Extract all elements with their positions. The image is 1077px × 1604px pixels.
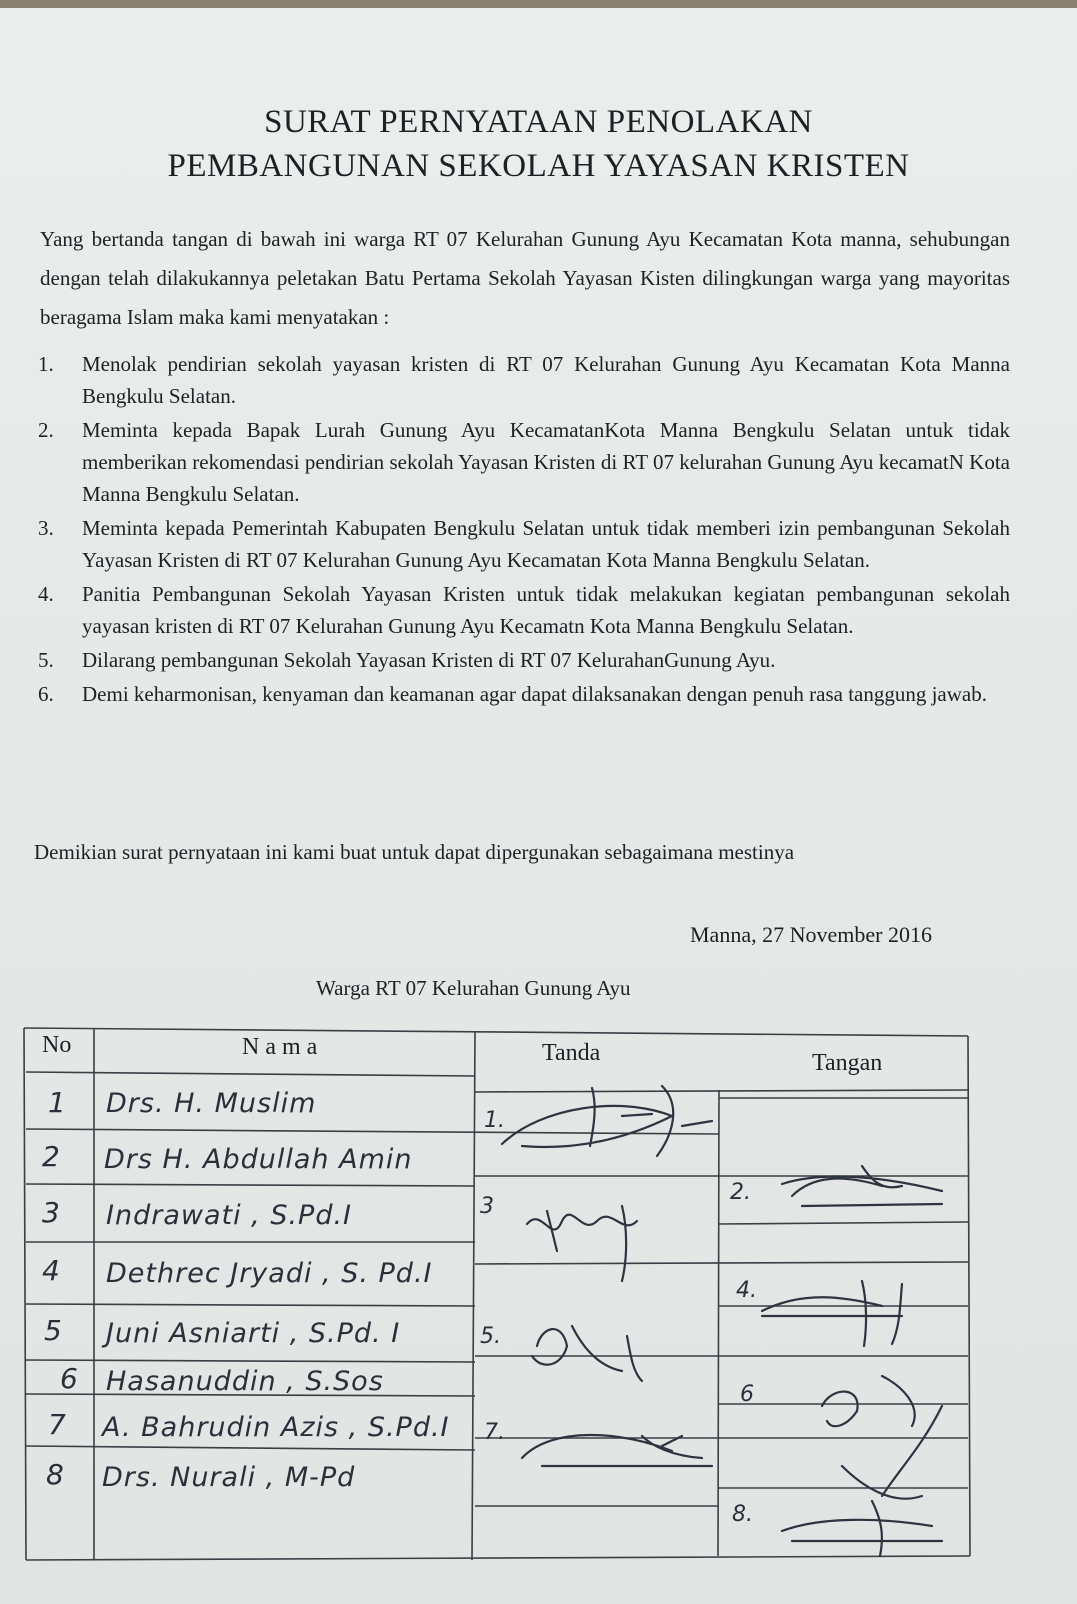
statement-number: 1. (38, 352, 54, 376)
closing-sentence: Demikian surat pernyataan ini kami buat untuk dapat dipergunakan sebagaimana mestinya (34, 840, 795, 864)
signature-mark (762, 1281, 902, 1346)
signature-table (22, 1026, 992, 1562)
document-title-line-1: SURAT PERNYATAAN PENOLAKAN (264, 104, 813, 140)
signatures-layer (22, 1026, 992, 1562)
statement-text: Demi keharmonisan, kenyaman dan keamanan agar dapat dilaksanakan dengan penuh rasa tanggung jawab. (82, 682, 987, 706)
statement-item (38, 678, 1010, 710)
statement-number: 4. (38, 582, 54, 606)
row-name: Dethrec Jryadi , S. Pd.I (106, 1258, 433, 1289)
statement-text: Menolak pendirian sekolah yayasan kristen di RT 07 Kelurahan Gunung Ayu Kecamatan Kota Manna Bengkulu Selatan. (82, 352, 1010, 408)
signature-mark (532, 1326, 642, 1381)
row-name: Indrawati , S.Pd.I (106, 1200, 353, 1231)
signature-number: 7. (484, 1420, 505, 1445)
signature-number: 8. (732, 1502, 753, 1527)
signature-mark (782, 1166, 942, 1206)
signature-number: 6 (740, 1382, 754, 1407)
statement-list (38, 348, 1010, 712)
row-number: 5 (44, 1314, 62, 1347)
statement-item (38, 414, 1010, 510)
header-name: N a m a (242, 1034, 318, 1060)
statement-text: Meminta kepada Pemerintah Kabupaten Bengkulu Selatan untuk tidak memberi izin pembangunan Sekolah Yayasan Kristen di RT 07 Kelurahan Gunung Ayu Kecamatan Kota Manna Bengkulu Selatan. (82, 516, 1010, 572)
statement-text: Meminta kepada Bapak Lurah Gunung Ayu KecamatanKota Manna Bengkulu Selatan untuk tidak memberikan rekomendasi pendirian sekolah Yayasan Kristen di RT 07 kelurahan Gunung Ayu kecamatN Kota Manna Bengkulu Selatan. (82, 418, 1010, 506)
signature-number: 4. (736, 1278, 757, 1303)
header-tanda: Tanda (542, 1040, 601, 1066)
place-date: Manna, 27 November 2016 (690, 922, 932, 947)
header-tangan: Tangan (812, 1050, 883, 1076)
statement-item (38, 348, 1010, 412)
statement-item (38, 578, 1010, 642)
signature-mark (782, 1466, 942, 1556)
statement-number: 3. (38, 516, 54, 540)
signature-number: 3 (480, 1194, 494, 1219)
row-name: Juni Asniarti , S.Pd. I (106, 1318, 401, 1349)
signature-mark (527, 1206, 637, 1281)
statement-item (38, 512, 1010, 576)
row-number: 1 (48, 1086, 66, 1119)
row-name: Drs H. Abdullah Amin (104, 1144, 413, 1175)
signature-mark (522, 1435, 712, 1466)
signature-mark (822, 1376, 942, 1496)
row-number: 3 (42, 1196, 60, 1229)
statement-number: 5. (38, 648, 54, 672)
row-name: Hasanuddin , S.Sos (106, 1366, 384, 1397)
intro-paragraph: Yang bertanda tangan di bawah ini warga RT 07 Kelurahan Gunung Ayu Kecamatan Kota manna, sehubungan dengan telah dilakukannya peletakan Batu Pertama Sekolah Yayasan Kisten dilingkungan warga yang mayoritas beragama Islam maka kami menyatakan : (40, 227, 1010, 329)
signature-mark (502, 1086, 712, 1156)
signatories-heading: Warga RT 07 Kelurahan Gunung Ayu (316, 976, 631, 1000)
row-name: A. Bahrudin Azis , S.Pd.I (102, 1412, 450, 1443)
document-title-line-2: PEMBANGUNAN SEKOLAH YAYASAN KRISTEN (167, 148, 910, 184)
header-no: No (42, 1032, 72, 1058)
row-name: Drs. H. Muslim (106, 1088, 317, 1119)
row-number: 4 (42, 1254, 60, 1287)
statement-number: 2. (38, 418, 54, 442)
row-number: 6 (60, 1362, 78, 1395)
signature-number: 2. (730, 1180, 751, 1205)
statement-number: 6. (38, 682, 54, 706)
statement-text: Dilarang pembangunan Sekolah Yayasan Kristen di RT 07 KelurahanGunung Ayu. (82, 648, 776, 672)
signature-number: 5. (480, 1324, 501, 1349)
row-name: Drs. Nurali , M-Pd (102, 1462, 356, 1493)
statement-item (38, 644, 1010, 676)
document-page (0, 8, 1077, 1604)
row-number: 7 (48, 1408, 66, 1441)
statement-text: Panitia Pembangunan Sekolah Yayasan Kristen untuk tidak melakukan kegiatan pembangunan sekolah yayasan kristen di RT 07 Kelurahan Gunung Ayu Kecamatn Kota Manna Bengkulu Selatan. (82, 582, 1010, 638)
row-number: 8 (46, 1458, 64, 1491)
signature-number: 1. (484, 1108, 505, 1133)
row-number: 2 (42, 1140, 60, 1173)
